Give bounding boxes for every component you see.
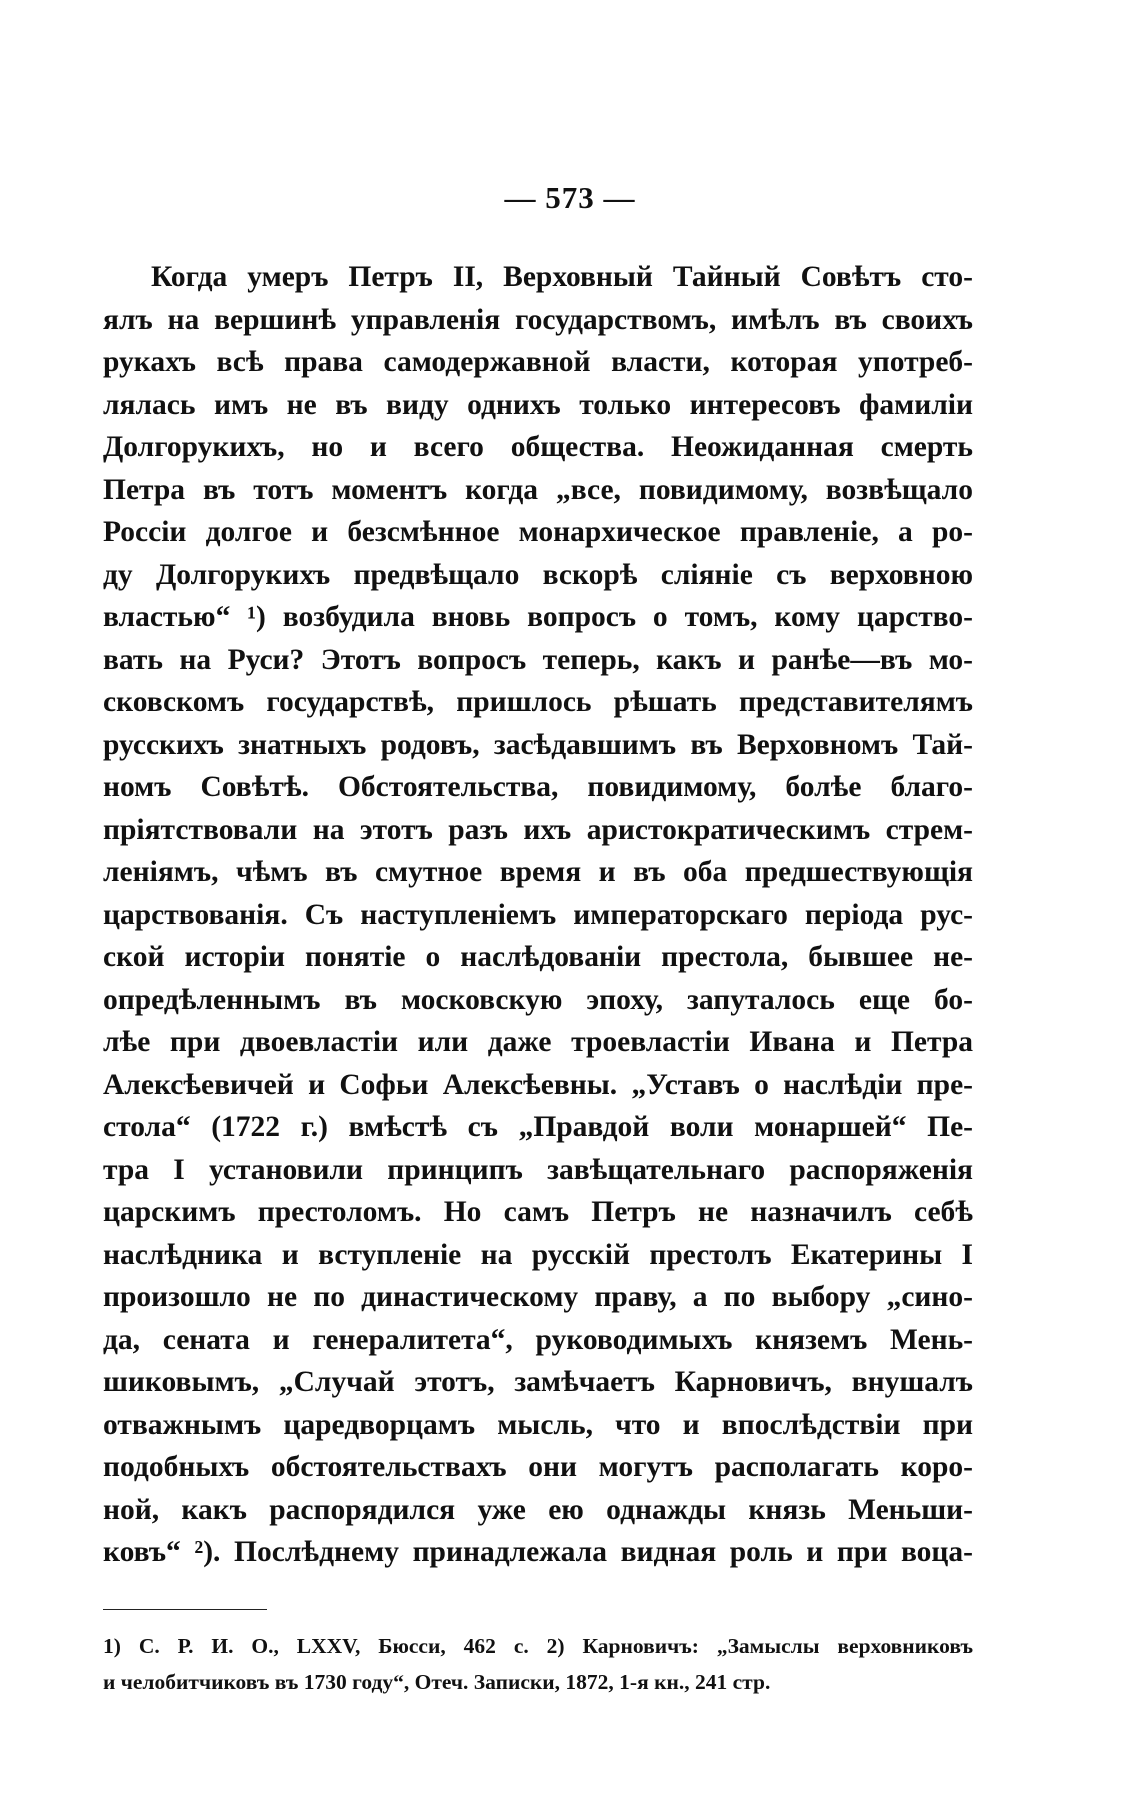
- text-line: тра I установили принципъ завѣщательнаго распоряженія: [103, 1153, 973, 1186]
- text-line: русскихъ знатныхъ родовъ, засѣдавшимъ въ Верховномъ Тай-: [103, 728, 973, 761]
- text-line: ной, какъ распорядился уже ею однажды князь Меньши-: [103, 1493, 973, 1526]
- footnotes: [103, 1628, 973, 1700]
- body-text: [103, 256, 973, 1574]
- text-line: стола“ (1722 г.) вмѣстѣ съ „Правдой воли монаршей“ Пе-: [103, 1111, 973, 1143]
- text-line: царскимъ престоломъ. Но самъ Петръ не назначилъ себѣ: [103, 1196, 973, 1228]
- text-line: Алексѣевичей и Софьи Алексѣевны. „Уставъ о наслѣдіи пре-: [103, 1068, 973, 1101]
- text-line: рукахъ всѣ права самодержавной власти, которая употреб-: [103, 346, 973, 378]
- text-line: сковскомъ государствѣ, пришлось рѣшать представителямъ: [103, 686, 973, 718]
- text-line: да, сената и генералитета“, руководимыхъ княземъ Мень-: [103, 1323, 973, 1356]
- text-line: Россіи долгое и безсмѣнное монархическое правленіе, а ро-: [103, 516, 973, 548]
- text-line: ялъ на вершинѣ управленія государствомъ, имѣлъ въ своихъ: [103, 303, 973, 336]
- footnote-divider: [103, 1609, 267, 1610]
- text-line: властью“ ¹) возбудила вновь вопросъ о томъ, кому царство-: [103, 601, 973, 633]
- text-line: Долгорукихъ, но и всего общества. Неожиданная смерть: [103, 431, 973, 463]
- text-line: произошло не по династическому праву, а по выбору „сино-: [103, 1281, 973, 1313]
- text-line: отважнымъ царедворцамъ мысль, что и впослѣдствіи при: [103, 1408, 973, 1441]
- text-line: номъ Совѣтѣ. Обстоятельства, повидимому, болѣе благо-: [103, 771, 973, 803]
- text-line: Когда умеръ Петръ II, Верховный Тайный Совѣтъ сто-: [151, 261, 973, 293]
- footnote-line: и челобитчиковъ въ 1730 году“, Отеч. Записки, 1872, 1-я кн., 241 стр.: [103, 1670, 771, 1694]
- text-line: леніямъ, чѣмъ въ смутное время и въ оба предшествующія: [103, 856, 973, 888]
- text-line: шиковымъ, „Случай этотъ, замѣчаетъ Карновичъ, внушалъ: [103, 1366, 973, 1398]
- text-line: опредѣленнымъ въ московскую эпоху, запуталось еще бо-: [103, 983, 973, 1016]
- text-line: ду Долгорукихъ предвѣщало вскорѣ сліяніе съ верховною: [103, 558, 973, 591]
- text-line: ской исторіи понятіе о наслѣдованіи престола, бывшее не-: [103, 941, 973, 973]
- text-line: наслѣдника и вступленіе на русскій престолъ Екатерины I: [103, 1238, 973, 1271]
- text-line: пріятствовали на этотъ разъ ихъ аристократическимъ стрем-: [103, 813, 973, 846]
- text-line: лялась имъ не въ виду однихъ только интересовъ фамиліи: [103, 388, 973, 421]
- text-line: ковъ“ ²). Послѣднему принадлежала видная роль и при воца-: [103, 1536, 973, 1568]
- text-line: подобныхъ обстоятельствахъ они могутъ располагать коро-: [103, 1451, 973, 1483]
- text-line: лѣе при двоевластіи или даже троевластіи Ивана и Петра: [103, 1026, 973, 1058]
- text-line: вать на Руси? Этотъ вопросъ теперь, какъ и ранѣе—въ мо-: [103, 643, 973, 676]
- text-line: Петра въ тотъ моментъ когда „все, повидимому, возвѣщало: [103, 473, 973, 506]
- text-line: царствованія. Съ наступленіемъ императорскаго періода рус-: [103, 898, 973, 931]
- page-number: — 573 —: [504, 180, 636, 215]
- footnote-line: 1) С. Р. И. О., LXXV, Бюсси, 462 с. 2) Карновичъ: „Замыслы верховниковъ: [103, 1634, 973, 1658]
